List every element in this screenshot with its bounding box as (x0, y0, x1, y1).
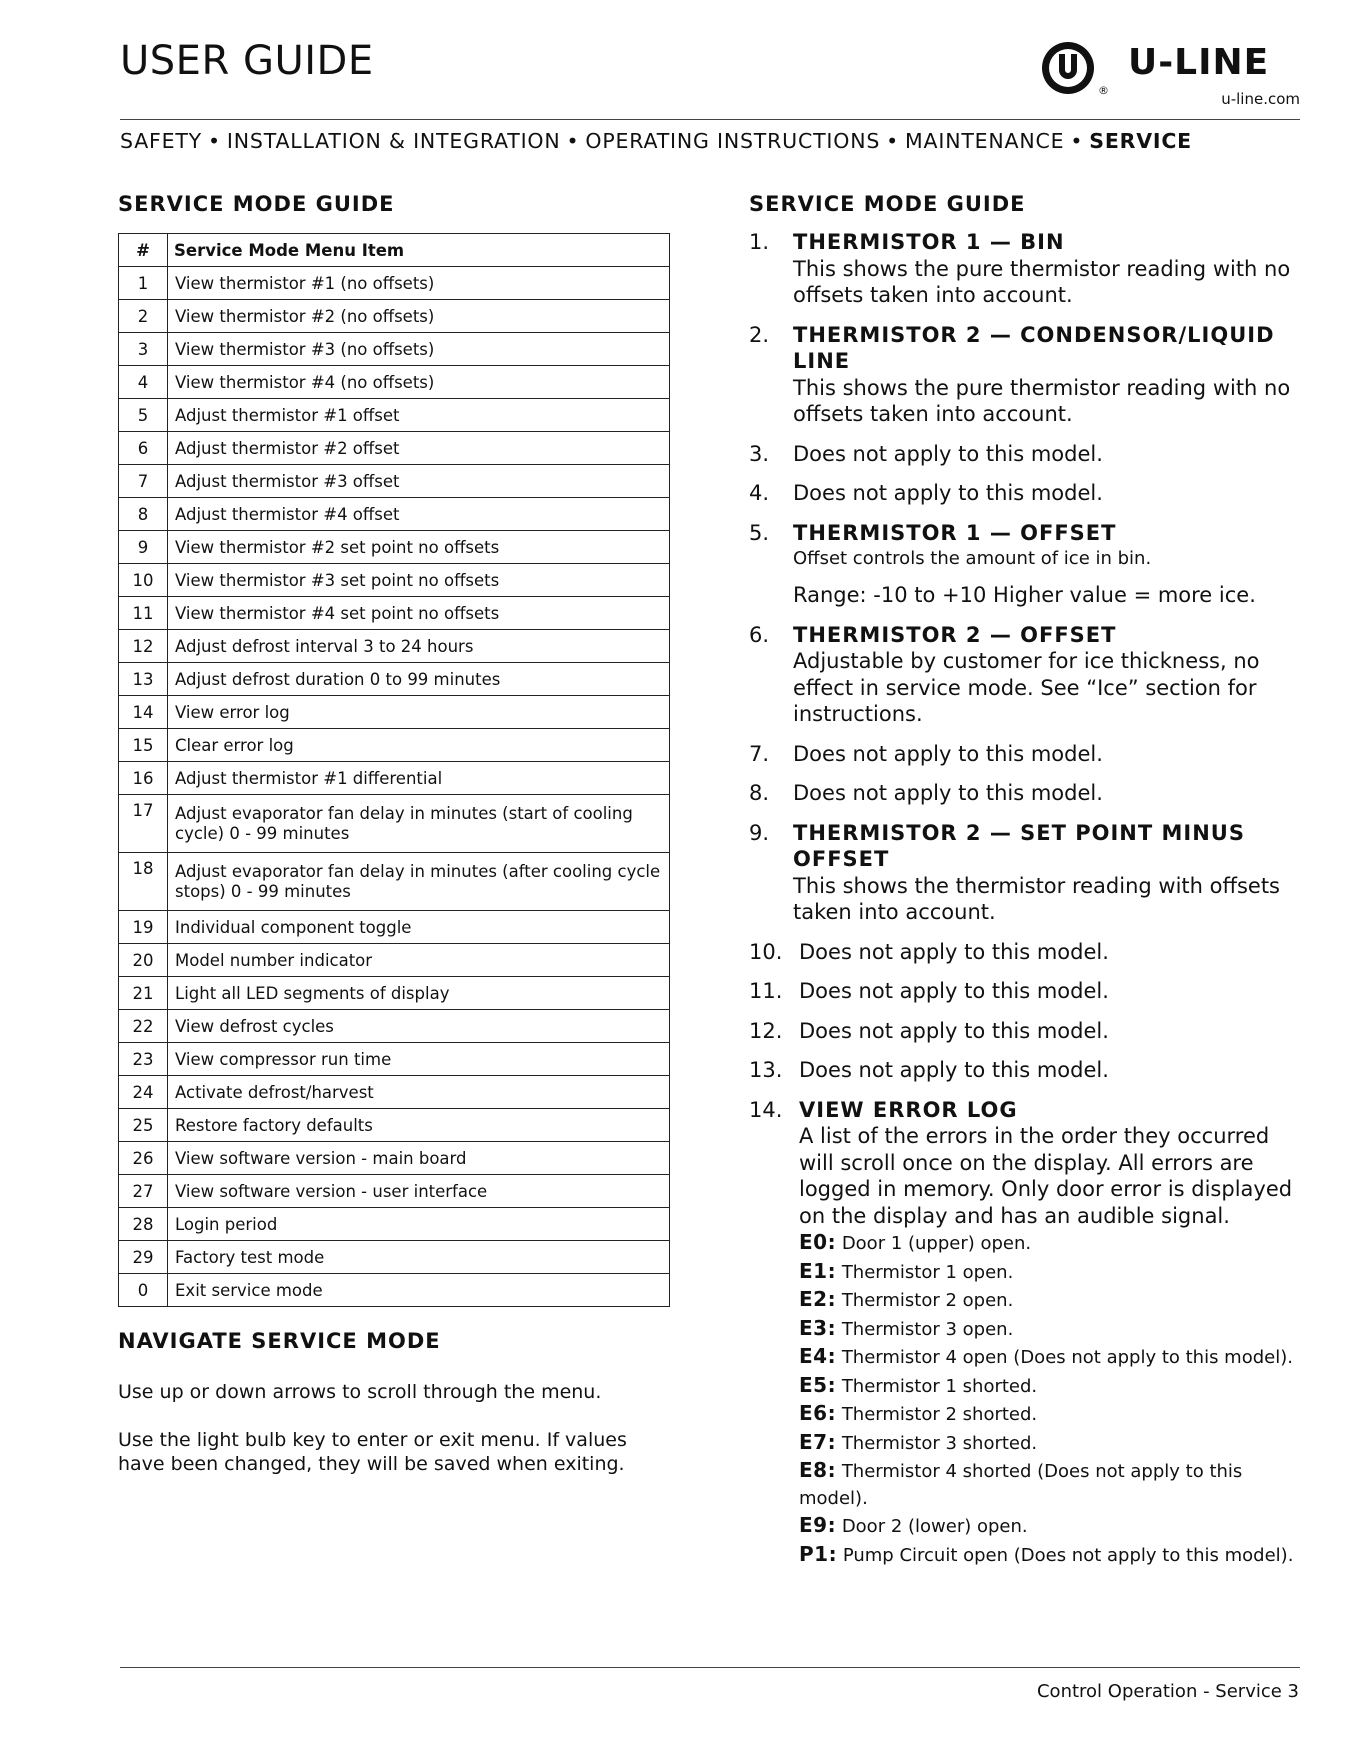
row-item: Light all LED segments of display (168, 977, 670, 1010)
table-row (119, 663, 670, 696)
nav-item-maintenance[interactable]: MAINTENANCE (905, 129, 1065, 153)
nav-item-service[interactable]: SERVICE (1089, 129, 1192, 153)
table-row (119, 531, 670, 564)
error-code-item (799, 1258, 1309, 1287)
step-number: 5. (749, 520, 770, 545)
brand-url: u-line.com (1221, 90, 1300, 108)
row-item: View compressor run time (168, 1043, 670, 1076)
error-description: Thermistor 2 open. (841, 1290, 1014, 1311)
step-body: Adjustable by customer for ice thickness, no effect in service mode. See “Ice” section for instructions. (793, 649, 1260, 726)
error-code-item (799, 1541, 1309, 1570)
step-number: 12. (749, 1018, 783, 1043)
row-number: 9 (119, 531, 168, 564)
step-item (749, 322, 1309, 428)
error-description: Thermistor 2 shorted. (841, 1404, 1038, 1425)
error-code-item (799, 1286, 1309, 1315)
table-row (119, 1010, 670, 1043)
row-number: 26 (119, 1142, 168, 1175)
row-item: Adjust defrost interval 3 to 24 hours (168, 630, 670, 663)
step-item (749, 229, 1309, 309)
row-item: View thermistor #3 (no offsets) (168, 333, 670, 366)
row-item: View defrost cycles (168, 1010, 670, 1043)
error-code: E8: (799, 1458, 837, 1482)
row-number: 15 (119, 729, 168, 762)
error-description: Thermistor 1 open. (841, 1261, 1014, 1283)
step-item (749, 780, 1309, 807)
table-row (119, 366, 670, 399)
error-description: Door 1 (upper) open. (841, 1233, 1032, 1254)
row-number: 17 (119, 795, 168, 853)
brand-name: U-LINE (1128, 42, 1270, 83)
row-item: Login period (168, 1208, 670, 1241)
step-title: THERMISTOR 2 — OFFSET (793, 622, 1117, 647)
step-body: This shows the thermistor reading with offsets taken into account. (793, 873, 1280, 924)
error-code: E9: (799, 1513, 837, 1537)
error-description: Door 2 (lower) open. (841, 1516, 1028, 1537)
navigate-heading: NAVIGATE SERVICE MODE (118, 1329, 441, 1353)
step-number: 10. (749, 939, 783, 964)
row-number: 5 (119, 399, 168, 432)
table-row (119, 696, 670, 729)
table-row (119, 795, 670, 853)
step-body: This shows the pure thermistor reading with no offsets taken into account. (793, 375, 1291, 426)
row-number: 23 (119, 1043, 168, 1076)
step-number: 3. (749, 441, 770, 466)
row-item: Adjust defrost duration 0 to 99 minutes (168, 663, 670, 696)
table-row (119, 267, 670, 300)
step-number: 4. (749, 481, 770, 505)
row-number: 1 (119, 267, 168, 300)
nav-separator: • (886, 129, 900, 153)
row-item: Exit service mode (168, 1274, 670, 1307)
error-code: E2: (799, 1287, 837, 1311)
row-item: Adjust evaporator fan delay in minutes (after cooling cycle stops) 0 - 99 minutes (168, 853, 670, 911)
row-number: 16 (119, 762, 168, 795)
header-divider (120, 119, 1300, 120)
row-item: Adjust thermistor #1 offset (168, 399, 670, 432)
nav-item-operating[interactable]: OPERATING INSTRUCTIONS (585, 129, 881, 153)
row-number: 24 (119, 1076, 168, 1109)
error-code-item (799, 1372, 1309, 1401)
table-row (119, 300, 670, 333)
row-number: 13 (119, 663, 168, 696)
row-number: 12 (119, 630, 168, 663)
right-section-heading: SERVICE MODE GUIDE (749, 192, 1026, 216)
table-row (119, 1241, 670, 1274)
table-row (119, 1274, 670, 1307)
row-item: View thermistor #2 set point no offsets (168, 531, 670, 564)
row-item: Clear error log (168, 729, 670, 762)
step-item (749, 480, 1309, 507)
row-item: View error log (168, 696, 670, 729)
error-description: Thermistor 3 shorted. (841, 1432, 1038, 1454)
row-number: 8 (119, 498, 168, 531)
table-row (119, 762, 670, 795)
row-number: 19 (119, 911, 168, 944)
table-row (119, 944, 670, 977)
step-body: This shows the pure thermistor reading with no offsets taken into account. (793, 256, 1291, 307)
step-body: Does not apply to this model. (793, 481, 1103, 505)
row-item: View software version - main board (168, 1142, 670, 1175)
step-item (749, 939, 1309, 966)
row-item: Activate defrost/harvest (168, 1076, 670, 1109)
step-item (749, 978, 1309, 1005)
service-menu-table (118, 233, 670, 1307)
service-mode-steps (749, 229, 1309, 1582)
step-number: 14. (749, 1097, 783, 1122)
table-row (119, 1142, 670, 1175)
row-number: 29 (119, 1241, 168, 1274)
step-number: 13. (749, 1058, 783, 1082)
step-body: A list of the errors in the order they occurred will scroll once on the display. All errors are logged in memory. Only door error is displayed on the display and has an audible signal. (799, 1124, 1293, 1228)
error-code-item (799, 1400, 1309, 1429)
row-number: 28 (119, 1208, 168, 1241)
row-item: View thermistor #1 (no offsets) (168, 267, 670, 300)
step-title: THERMISTOR 1 — OFFSET (793, 520, 1117, 545)
row-number: 22 (119, 1010, 168, 1043)
error-code: E5: (799, 1372, 837, 1397)
step-body: Does not apply to this model. (799, 979, 1109, 1003)
table-row (119, 911, 670, 944)
table-row (119, 597, 670, 630)
error-description: Thermistor 4 shorted (Does not apply to this model). (799, 1461, 1243, 1509)
table-row (119, 564, 670, 597)
error-code-item (799, 1512, 1309, 1541)
error-description: Thermistor 1 shorted. (841, 1375, 1038, 1397)
table-row (119, 432, 670, 465)
table-row (119, 1076, 670, 1109)
step-body: Does not apply to this model. (799, 1018, 1109, 1043)
step-item (749, 622, 1309, 728)
row-item: Adjust evaporator fan delay in minutes (start of cooling cycle) 0 - 99 minutes (168, 795, 670, 853)
row-item: Factory test mode (168, 1241, 670, 1274)
step-number: 8. (749, 781, 770, 805)
error-description: Thermistor 4 open (Does not apply to this model). (841, 1347, 1293, 1368)
error-code: E3: (799, 1315, 837, 1340)
row-item: Adjust thermistor #1 differential (168, 762, 670, 795)
step-item (749, 820, 1309, 926)
step-number: 11. (749, 979, 783, 1003)
row-number: 3 (119, 333, 168, 366)
step-body: Does not apply to this model. (793, 441, 1103, 466)
row-number: 18 (119, 853, 168, 911)
footer-divider (120, 1667, 1300, 1668)
left-section-heading: SERVICE MODE GUIDE (118, 192, 395, 216)
step-item (749, 1097, 1309, 1570)
step-title: THERMISTOR 1 — BIN (793, 230, 1065, 254)
step-body: Offset controls the amount of ice in bin. (793, 548, 1152, 569)
u-line-logo-icon (1040, 40, 1096, 96)
row-item: Individual component toggle (168, 911, 670, 944)
section-nav (120, 129, 1305, 153)
table-row (119, 498, 670, 531)
error-description: Thermistor 3 open. (841, 1318, 1014, 1340)
row-number: 6 (119, 432, 168, 465)
step-item (749, 741, 1309, 768)
table-row (119, 977, 670, 1010)
step-item (749, 1057, 1309, 1084)
row-item: View thermistor #2 (no offsets) (168, 300, 670, 333)
step-number: 2. (749, 322, 770, 347)
table-row (119, 1175, 670, 1208)
nav-item-safety[interactable]: SAFETY (120, 129, 203, 153)
error-code: E7: (799, 1429, 837, 1454)
row-item: Adjust thermistor #2 offset (168, 432, 670, 465)
row-number: 27 (119, 1175, 168, 1208)
error-code-item (799, 1315, 1309, 1344)
table-row (119, 1043, 670, 1076)
step-body: Does not apply to this model. (793, 781, 1103, 805)
error-code: E6: (799, 1401, 837, 1425)
step-title: VIEW ERROR LOG (799, 1097, 1018, 1122)
step-body: Does not apply to this model. (799, 939, 1109, 964)
error-code: P1: (799, 1541, 838, 1566)
table-header-row (119, 234, 670, 267)
row-item: View software version - user interface (168, 1175, 670, 1208)
step-number: 6. (749, 622, 770, 647)
row-number: 14 (119, 696, 168, 729)
table-row (119, 729, 670, 762)
step-item (749, 520, 1309, 609)
navigate-paragraph-1: Use up or down arrows to scroll through the menu. (118, 1381, 602, 1403)
row-item: Model number indicator (168, 944, 670, 977)
step-item (749, 441, 1309, 468)
step-range: Range: -10 to +10 Higher value = more ice. (793, 583, 1256, 607)
table-row (119, 853, 670, 911)
step-body: Does not apply to this model. (793, 741, 1103, 766)
nav-separator: • (208, 129, 221, 153)
step-body: Does not apply to this model. (799, 1058, 1109, 1082)
step-title: THERMISTOR 2 — CONDENSOR/LIQUID LINE (793, 322, 1275, 373)
navigate-paragraph-2: Use the light bulb key to enter or exit menu. If values have been changed, they will be saved when exiting. (118, 1429, 627, 1475)
error-code-item (799, 1429, 1309, 1458)
row-item: View thermistor #4 set point no offsets (168, 597, 670, 630)
step-number: 7. (749, 741, 770, 766)
error-description: Pump Circuit open (Does not apply to this model). (842, 1544, 1294, 1566)
step-title: THERMISTOR 2 — SET POINT MINUS OFFSET (793, 820, 1245, 871)
row-item: View thermistor #4 (no offsets) (168, 366, 670, 399)
row-number: 21 (119, 977, 168, 1010)
row-item: View thermistor #3 set point no offsets (168, 564, 670, 597)
table-row (119, 333, 670, 366)
row-item: Restore factory defaults (168, 1109, 670, 1142)
error-code-item (799, 1229, 1309, 1258)
row-item: Adjust thermistor #4 offset (168, 498, 670, 531)
column-header-num: # (119, 234, 168, 267)
row-number: 2 (119, 300, 168, 333)
error-code: E4: (799, 1344, 837, 1368)
step-item (749, 1018, 1309, 1045)
error-code-list (799, 1229, 1309, 1569)
row-number: 20 (119, 944, 168, 977)
row-number: 7 (119, 465, 168, 498)
registered-mark: ® (1098, 84, 1109, 97)
column-header-item: Service Mode Menu Item (168, 234, 670, 267)
step-number: 9. (749, 820, 770, 845)
page-title: USER GUIDE (120, 38, 374, 84)
row-item: Adjust thermistor #3 offset (168, 465, 670, 498)
error-code: E0: (799, 1230, 837, 1254)
table-row (119, 1109, 670, 1142)
page-footer-label: Control Operation - Service 3 (1036, 1681, 1299, 1702)
error-code-item (799, 1457, 1309, 1512)
brand-logo (1040, 38, 1300, 110)
error-code-item (799, 1343, 1309, 1372)
row-number: 25 (119, 1109, 168, 1142)
row-number: 4 (119, 366, 168, 399)
nav-separator: • (1070, 129, 1084, 153)
table-row (119, 630, 670, 663)
row-number: 10 (119, 564, 168, 597)
nav-separator: • (566, 129, 580, 153)
error-code: E1: (799, 1258, 837, 1283)
table-row (119, 399, 670, 432)
nav-item-installation[interactable]: INSTALLATION & INTEGRATION (226, 129, 561, 153)
table-row (119, 1208, 670, 1241)
row-number: 0 (119, 1274, 168, 1307)
row-number: 11 (119, 597, 168, 630)
step-number: 1. (749, 230, 770, 254)
table-row (119, 465, 670, 498)
